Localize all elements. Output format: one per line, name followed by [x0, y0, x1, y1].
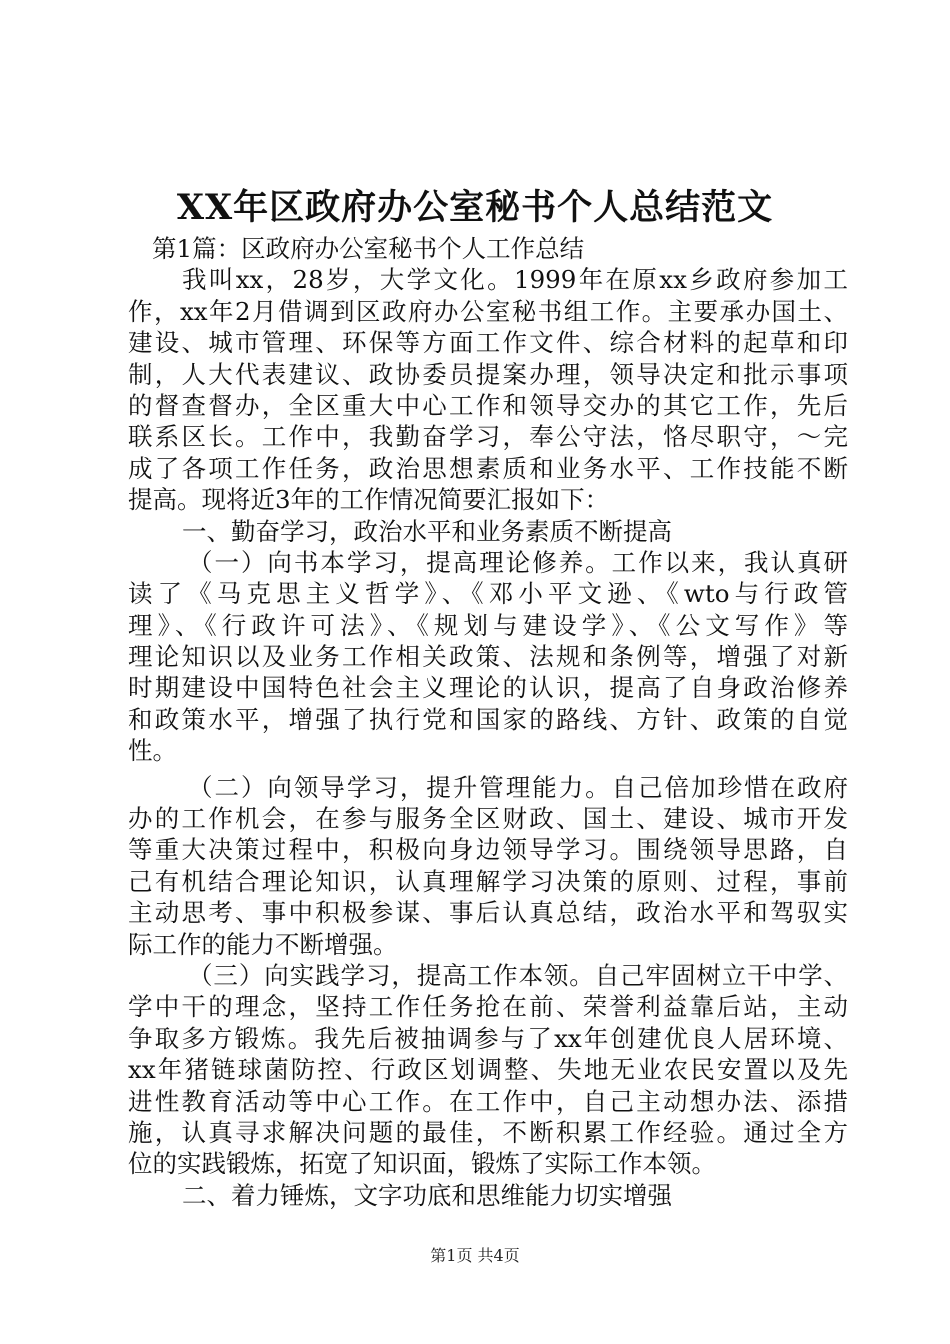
- text-line: 我叫xx，28岁，大学文化。1999年在原xx乡政府参加工: [182, 265, 848, 295]
- text-line: 位的实践锻炼，拓宽了知识面，锻炼了实际工作本领。: [128, 1149, 716, 1179]
- text-line: 等重大决策过程中，积极向身边领导学习。围绕领导思路，自: [128, 835, 848, 865]
- text-line: 时期建设中国特色社会主义理论的认识，提高了自身政治修养: [128, 673, 848, 703]
- page-number-footer: 第1页 共4页: [430, 1246, 520, 1265]
- section-heading: 一、勤奋学习，政治水平和业务素质不断提高: [182, 516, 672, 546]
- text-line: 第1篇：区政府办公室秘书个人工作总结: [152, 234, 585, 263]
- text-line: （一）向书本学习，提高理论修养。工作以来，我认真研: [188, 547, 848, 577]
- text-line: 理》、《行政许可法》、《规划与建设学》、《公文写作》等: [128, 610, 848, 640]
- text-line: 的督查督办，全区重大中心工作和领导交办的其它工作，先后: [128, 390, 848, 420]
- text-line: 和政策水平，增强了执行党和国家的路线、方针、政策的自觉: [128, 704, 848, 734]
- text-line: 争取多方锻炼。我先后被抽调参与了xx年创建优良人居环境、: [128, 1023, 848, 1053]
- text-line: 性。: [128, 736, 177, 766]
- text-line: 联系区长。工作中，我勤奋学习，奉公守法，恪尽职守，～完: [128, 422, 848, 452]
- text-line: 提高。现将近3年的工作情况简要汇报如下：: [128, 485, 610, 515]
- text-line: 理论知识以及业务工作相关政策、法规和条例等，增强了对新: [128, 642, 848, 672]
- text-line: 办的工作机会，在参与服务全区财政、国土、建设、城市开发: [128, 804, 848, 834]
- text-line: 进性教育活动等中心工作。在工作中，自己主动想办法、添措: [128, 1086, 848, 1116]
- section-heading: 二、着力锤炼，文字功底和思维能力切实增强: [182, 1180, 672, 1210]
- document-title: XX年区政府办公室秘书个人总结范文: [176, 187, 774, 228]
- text-line: 施，认真寻求解决问题的最佳，不断积累工作经验。通过全方: [128, 1117, 848, 1147]
- document-body: [128, 233, 848, 1211]
- text-line: （三）向实践学习，提高工作本领。自己牢固树立干中学、: [188, 960, 848, 990]
- text-line: 际工作的能力不断增强。: [128, 929, 398, 959]
- text-line: 作，xx年2月借调到区政府办公室秘书组工作。主要承办国土、: [128, 296, 848, 326]
- text-line: 主动思考、事中积极参谋、事后认真总结，政治水平和驾驭实: [128, 898, 848, 928]
- text-line: 建设、城市管理、环保等方面工作文件、综合材料的起草和印: [128, 328, 848, 358]
- text-line: 读了《马克思主义哲学》、《邓小平文逊、《wto与行政管: [128, 579, 848, 609]
- text-line: 制，人大代表建议、政协委员提案办理，领导决定和批示事项: [128, 359, 848, 389]
- text-line: （二）向领导学习，提升管理能力。自己倍加珍惜在政府: [188, 772, 848, 802]
- text-line: 学中干的理念，坚持工作任务抢在前、荣誉利益靠后站，主动: [128, 992, 848, 1022]
- text-line: 己有机结合理论知识，认真理解学习决策的原则、过程，事前: [128, 866, 848, 896]
- text-line: xx年猪链球菌防控、行政区划调整、失地无业农民安置以及先: [128, 1055, 848, 1085]
- text-line: 成了各项工作任务，政治思想素质和业务水平、工作技能不断: [128, 453, 848, 483]
